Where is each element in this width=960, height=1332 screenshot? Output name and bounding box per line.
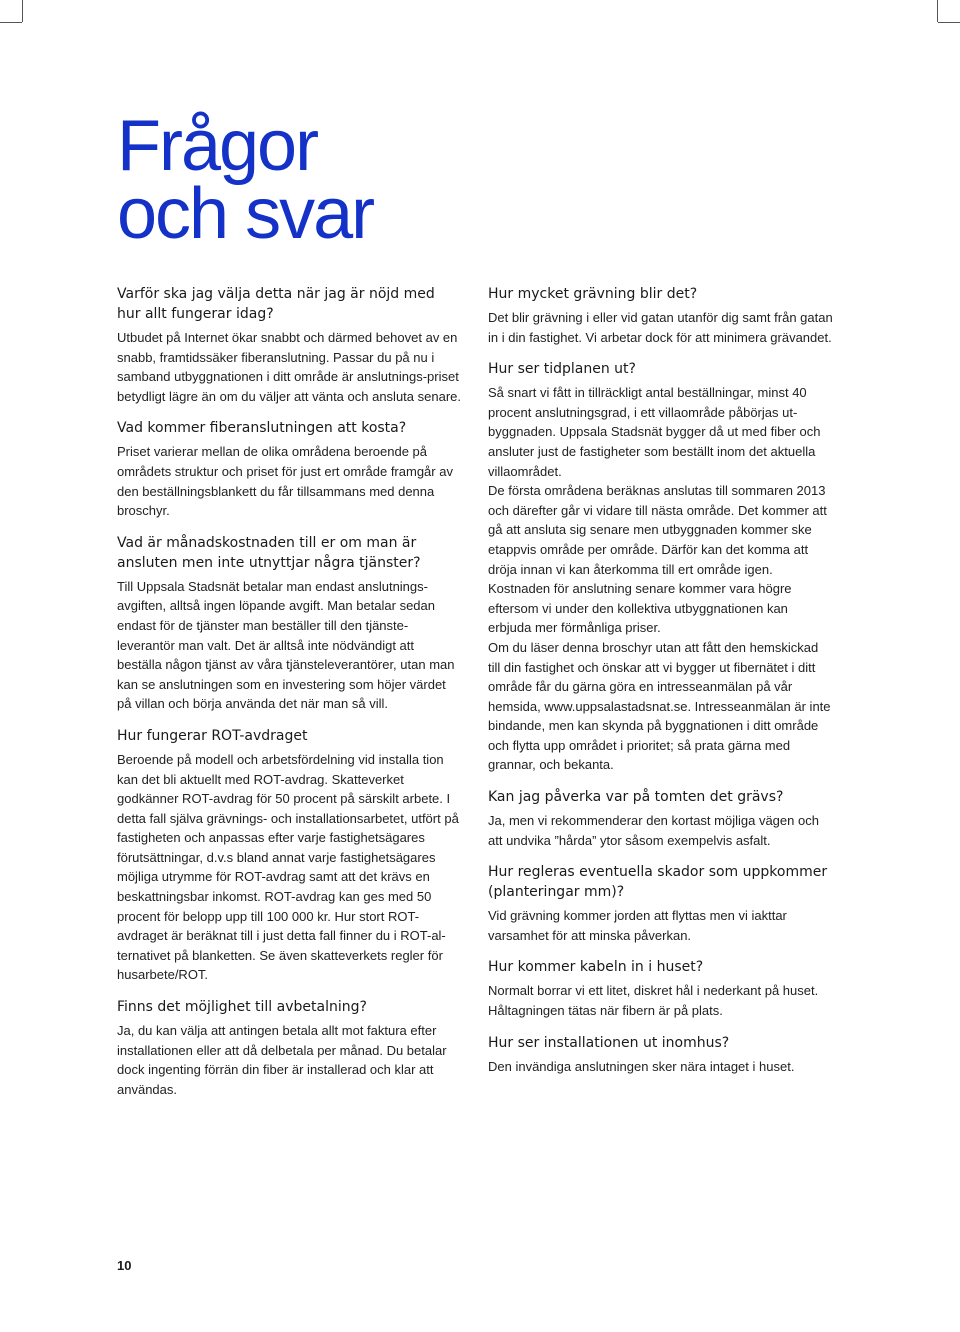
answer-text: Utbudet på Internet ökar snabbt och därmed behovet av en snabb, framtidssäker fiberanslutning. Passar du på nu i samband utbyggnationen i ditt område är anslutnings-priset betydligt lägre än om du väljer att vänta och ansluta senare.	[117, 330, 461, 404]
page-title	[117, 106, 374, 254]
question-heading: Varför ska jag välja detta när jag är nöjd med hur allt fungerar idag?	[117, 286, 435, 322]
answer-text: Till Uppsala Stadsnät betalar man endast anslutnings-avgiften, alltså ingen löpande avgift. Man betalar sedan endast för de tjänster man beställer till den tjänste-leverantör man valt. Det är alltså inte nödvändigt att beställa någon tjänst av våra tjänsteleverantörer, utan man kan se anslutningen som en investering som höjer värdet på villan och börja använda det när man så vill.	[117, 578, 455, 712]
answer-text: Det blir grävning i eller vid gatan utanför dig samt från gatan in i din fastighet. Vi arbetar dock för att minimera grävandet.	[488, 310, 833, 345]
answer-text: Om du läser denna broschyr utan att fått den hemskickad till din fastighet och önskar att vi bygger ut fibernätet i ditt område får du gärna göra en intresseanmälan på vår hemsida, www.uppsalastadsnat.se. Intresseanmälan är inte bindande, men kan skynda på byggnationen i ditt område och flytta upp området i prioritet; så prata gärna med grannar, och bekanta.	[488, 639, 831, 773]
question-heading: Hur kommer kabeln in i huset?	[488, 959, 704, 976]
question-heading: Vad kommer fiberanslutningen att kosta?	[117, 420, 407, 437]
question-heading: Hur ser tidplanen ut?	[488, 361, 636, 378]
answer-text: Ja, men vi rekommenderar den kortast möjliga vägen och att undvika ”hårda” ytor såsom exempelvis asfalt.	[488, 813, 819, 848]
question-heading: Kan jag påverka var på tomten det grävs?	[488, 789, 784, 806]
answer-text: Så snart vi fått in tillräckligt antal beställningar, minst 40 procent anslutningsgrad, i ett villaområde påbörjas ut-byggnaden. Uppsala Stadsnät bygger då ut med fiber och ansluter just de fastigheter som beställt inom det aktuella villaområdet.	[488, 385, 821, 479]
answer-text: Den invändiga anslutningen sker nära intaget i huset.	[488, 1058, 795, 1074]
question-heading: Hur regleras eventuella skador som uppkommer (planteringar mm)?	[488, 864, 828, 901]
question-heading: Hur ser installationen ut inomhus?	[488, 1034, 730, 1051]
crop-mark	[937, 0, 938, 22]
crop-mark	[938, 22, 960, 23]
answer-text: De första områdena beräknas anslutas till sommaren 2013 och därefter går vi vidare till nästa område. Det kommer att gå att ansluta sig senare men utbyggnaden kommer ske etappvis område per område. Därför kan det komma att dröja innan vi kan återkomma till ert område igen. Kostnaden för anslutning senare kommer vara högre eftersom vi under den kollektiva utbyggnationen kan erbjuda mer förmånliga priser.	[488, 483, 827, 636]
answer-text: Vid grävning kommer jorden att flyttas men vi iakttar varsamhet för att minska påverkan.	[488, 908, 787, 943]
answer-text: Beroende på modell och arbetsfördelning vid installa tion kan det bli aktuellt med ROT-avdrag. Skatteverket godkänner ROT-avdrag för 50 procent på särskilt arbete. I detta fall själva grävnings- och installationsarbetet, utfört på fastigheten och anpassas efter varje fastighetsägares förutsättningar, d.v.s bland annat varje fastighetsägares möjliga utrymme för ROT-avdrag samt att det krävs en beskattningsbar inkomst. ROT-avdrag kan ges med 50 procent för belopp upp till 100 000 kr. Hur stort ROT-avdraget är beräknat till i just detta fall finner du i ROT-al-ternativet på blanketten. Se även skatteverkets regler för husarbete/ROT.	[117, 751, 459, 983]
page-number: 10	[117, 1258, 132, 1273]
title-line-1: Frågor	[117, 106, 318, 186]
right-column	[488, 284, 833, 1076]
answer-text: Priset varierar mellan de olika områdena beroende på områdets struktur och priset för just ert område framgår av den beställningsblankett du får tillsammans med denna broschyr.	[117, 444, 453, 519]
title-line-2: och svar	[117, 174, 374, 254]
crop-mark	[22, 0, 23, 22]
question-heading: Finns det möjlighet till avbetalning?	[117, 999, 367, 1016]
answer-text: Ja, du kan välja att antingen betala allt mot faktura efter installationen eller att då delbetala per månad. Du betalar dock ingenting förrän din fiber är installerad och klar att användas.	[117, 1023, 447, 1097]
question-heading: Hur fungerar ROT-avdraget	[117, 727, 308, 744]
question-heading: Hur mycket grävning blir det?	[488, 286, 698, 302]
crop-mark	[0, 22, 22, 23]
question-heading: Vad är månadskostnaden till er om man är ansluten men inte utnyttjar några tjänster?	[117, 534, 421, 571]
answer-text: Normalt borrar vi ett litet, diskret hål i nederkant på huset. Håltagningen tätas när fibern är på plats.	[488, 983, 819, 1019]
left-column	[117, 284, 462, 1099]
